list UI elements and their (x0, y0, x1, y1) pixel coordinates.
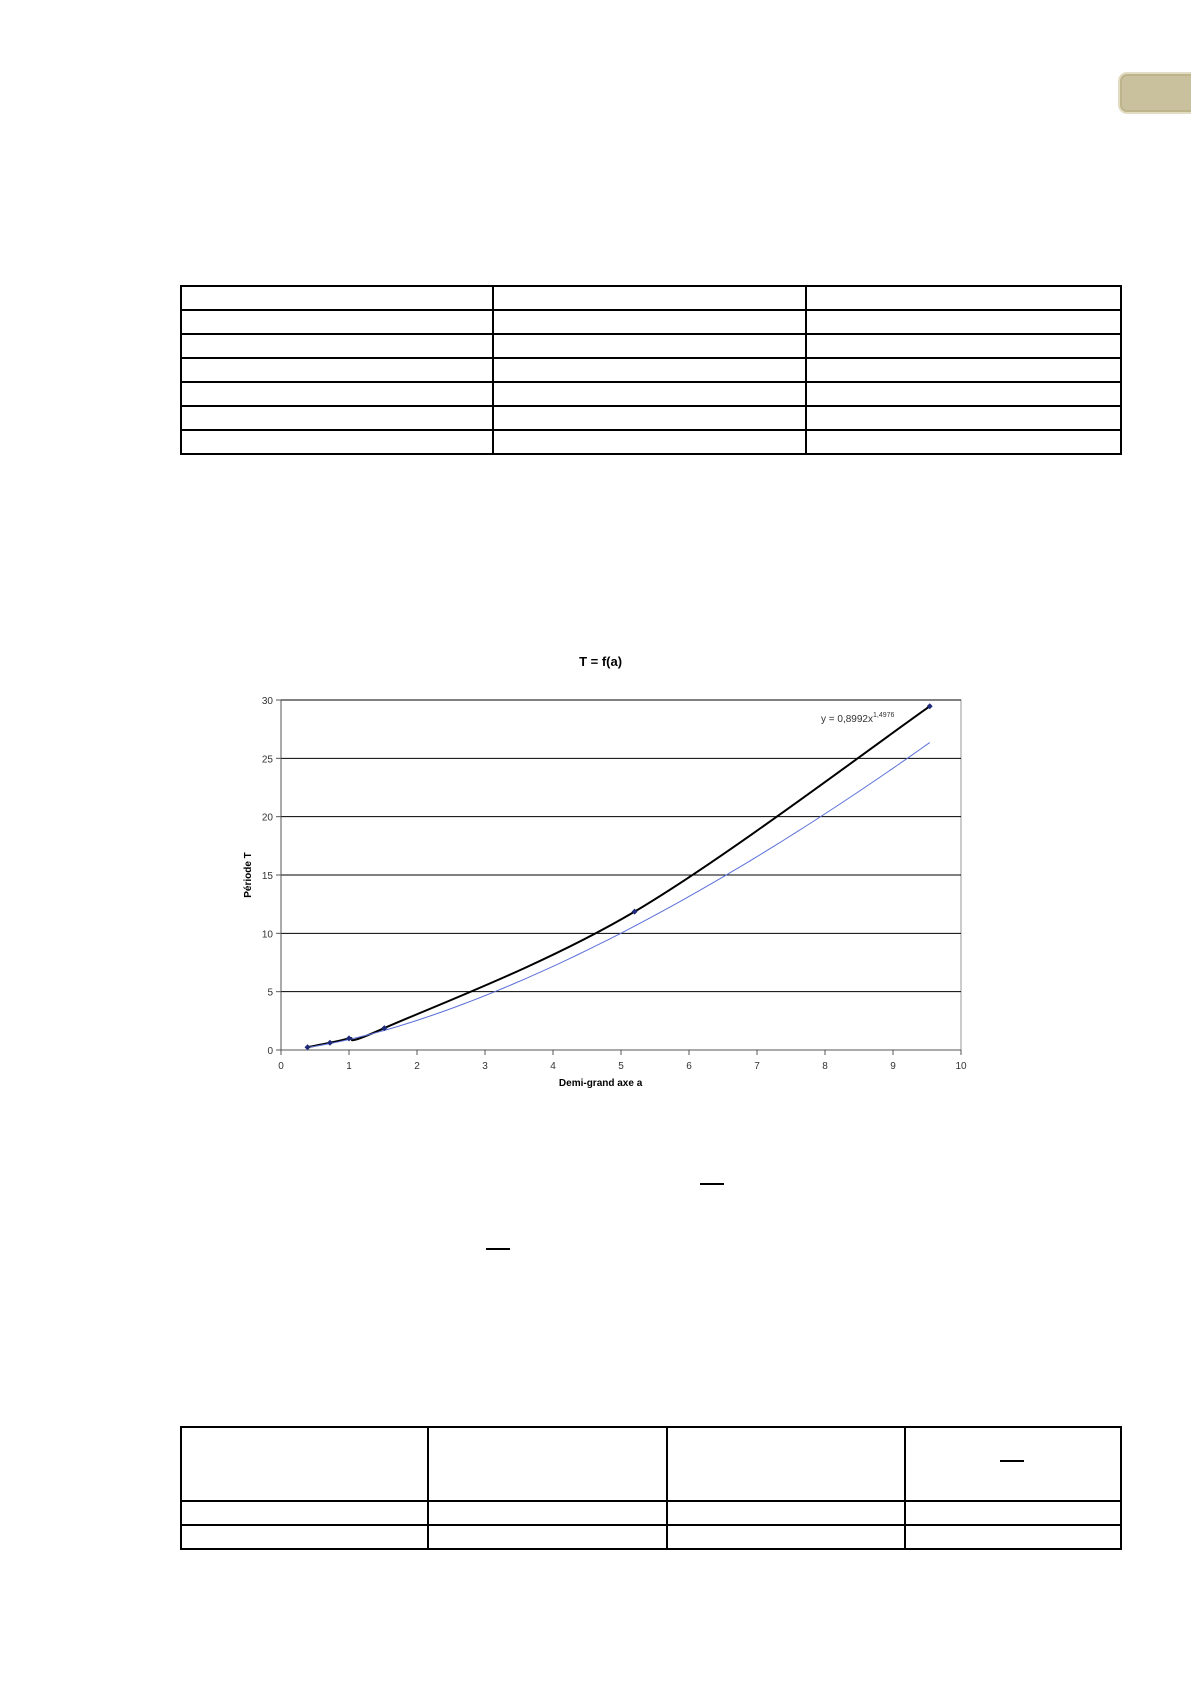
x-tick-label: 3 (482, 1061, 488, 1072)
fraction-bar-2 (486, 1248, 510, 1250)
table-cell (181, 286, 493, 310)
table-cell (806, 430, 1121, 454)
table-cell (181, 358, 493, 382)
y-tick-label: 25 (261, 754, 273, 766)
table-cell (181, 382, 493, 406)
table-cell (806, 310, 1121, 334)
y-tick-label: 5 (267, 987, 273, 999)
table-header-cell (181, 1427, 428, 1501)
table-cell (806, 334, 1121, 358)
table-cell (905, 1501, 1121, 1525)
table-cell (493, 358, 805, 382)
table-cell (493, 310, 805, 334)
table-cell (428, 1501, 666, 1525)
table-row (181, 286, 1121, 310)
table-cell (667, 1501, 905, 1525)
chart (236, 650, 976, 1100)
table-cell (181, 334, 493, 358)
table-row (181, 310, 1121, 334)
y-tick-label: 15 (261, 871, 273, 882)
table-cell (493, 430, 805, 454)
table-cell (806, 286, 1121, 310)
table-cell (428, 1525, 666, 1549)
table-cell (905, 1525, 1121, 1549)
y-axis-label: Période T (243, 852, 254, 898)
table-cell (181, 310, 493, 334)
y-tick-label: 30 (261, 696, 273, 707)
x-tick-label: 5 (618, 1061, 624, 1072)
y-tick-label: 10 (261, 929, 273, 941)
table-cell (493, 286, 805, 310)
table-cell (493, 334, 805, 358)
trendline-equation-exponent: 1,4976 (872, 712, 895, 719)
table-row (181, 430, 1121, 454)
table-row (181, 358, 1121, 382)
fraction-bar-header (1000, 1460, 1024, 1462)
table-cell (806, 406, 1121, 430)
chart-title: T = f(a) (579, 654, 623, 669)
table-cell (493, 382, 805, 406)
table-cell (181, 406, 493, 430)
fraction-bar-1 (700, 1183, 724, 1185)
table-cell (181, 1501, 428, 1525)
x-tick-label: 6 (686, 1061, 692, 1072)
table-cell (493, 406, 805, 430)
chart-svg (236, 650, 976, 1100)
data-table-1 (180, 285, 1122, 455)
table-row (181, 382, 1121, 406)
table-header-cell (905, 1427, 1121, 1501)
x-tick-label: 9 (890, 1061, 896, 1072)
y-tick-label: 0 (267, 1046, 273, 1057)
x-tick-label: 1 (346, 1061, 352, 1072)
table-cell (806, 358, 1121, 382)
table-cell (181, 430, 493, 454)
x-tick-label: 0 (278, 1061, 284, 1072)
table-cell (806, 382, 1121, 406)
table-row (181, 334, 1121, 358)
x-tick-label: 2 (414, 1061, 420, 1072)
table-header-cell (667, 1427, 905, 1501)
trendline-equation-base: y = 0,8992x (821, 714, 873, 725)
x-tick-label: 7 (754, 1061, 760, 1072)
table-cell (667, 1525, 905, 1549)
page-tab-marker (1118, 72, 1191, 114)
x-tick-label: 8 (822, 1061, 828, 1072)
table-header-cell (428, 1427, 666, 1501)
table-cell (181, 1525, 428, 1549)
table-header-row (181, 1427, 1121, 1501)
x-tick-label: 10 (955, 1061, 967, 1072)
table-row (181, 1501, 1121, 1525)
data-table-2 (180, 1426, 1122, 1550)
table-row (181, 1525, 1121, 1549)
table-row (181, 406, 1121, 430)
x-tick-label: 4 (550, 1061, 556, 1072)
y-tick-label: 20 (261, 812, 273, 824)
x-axis-label: Demi-grand axe a (558, 1078, 643, 1089)
